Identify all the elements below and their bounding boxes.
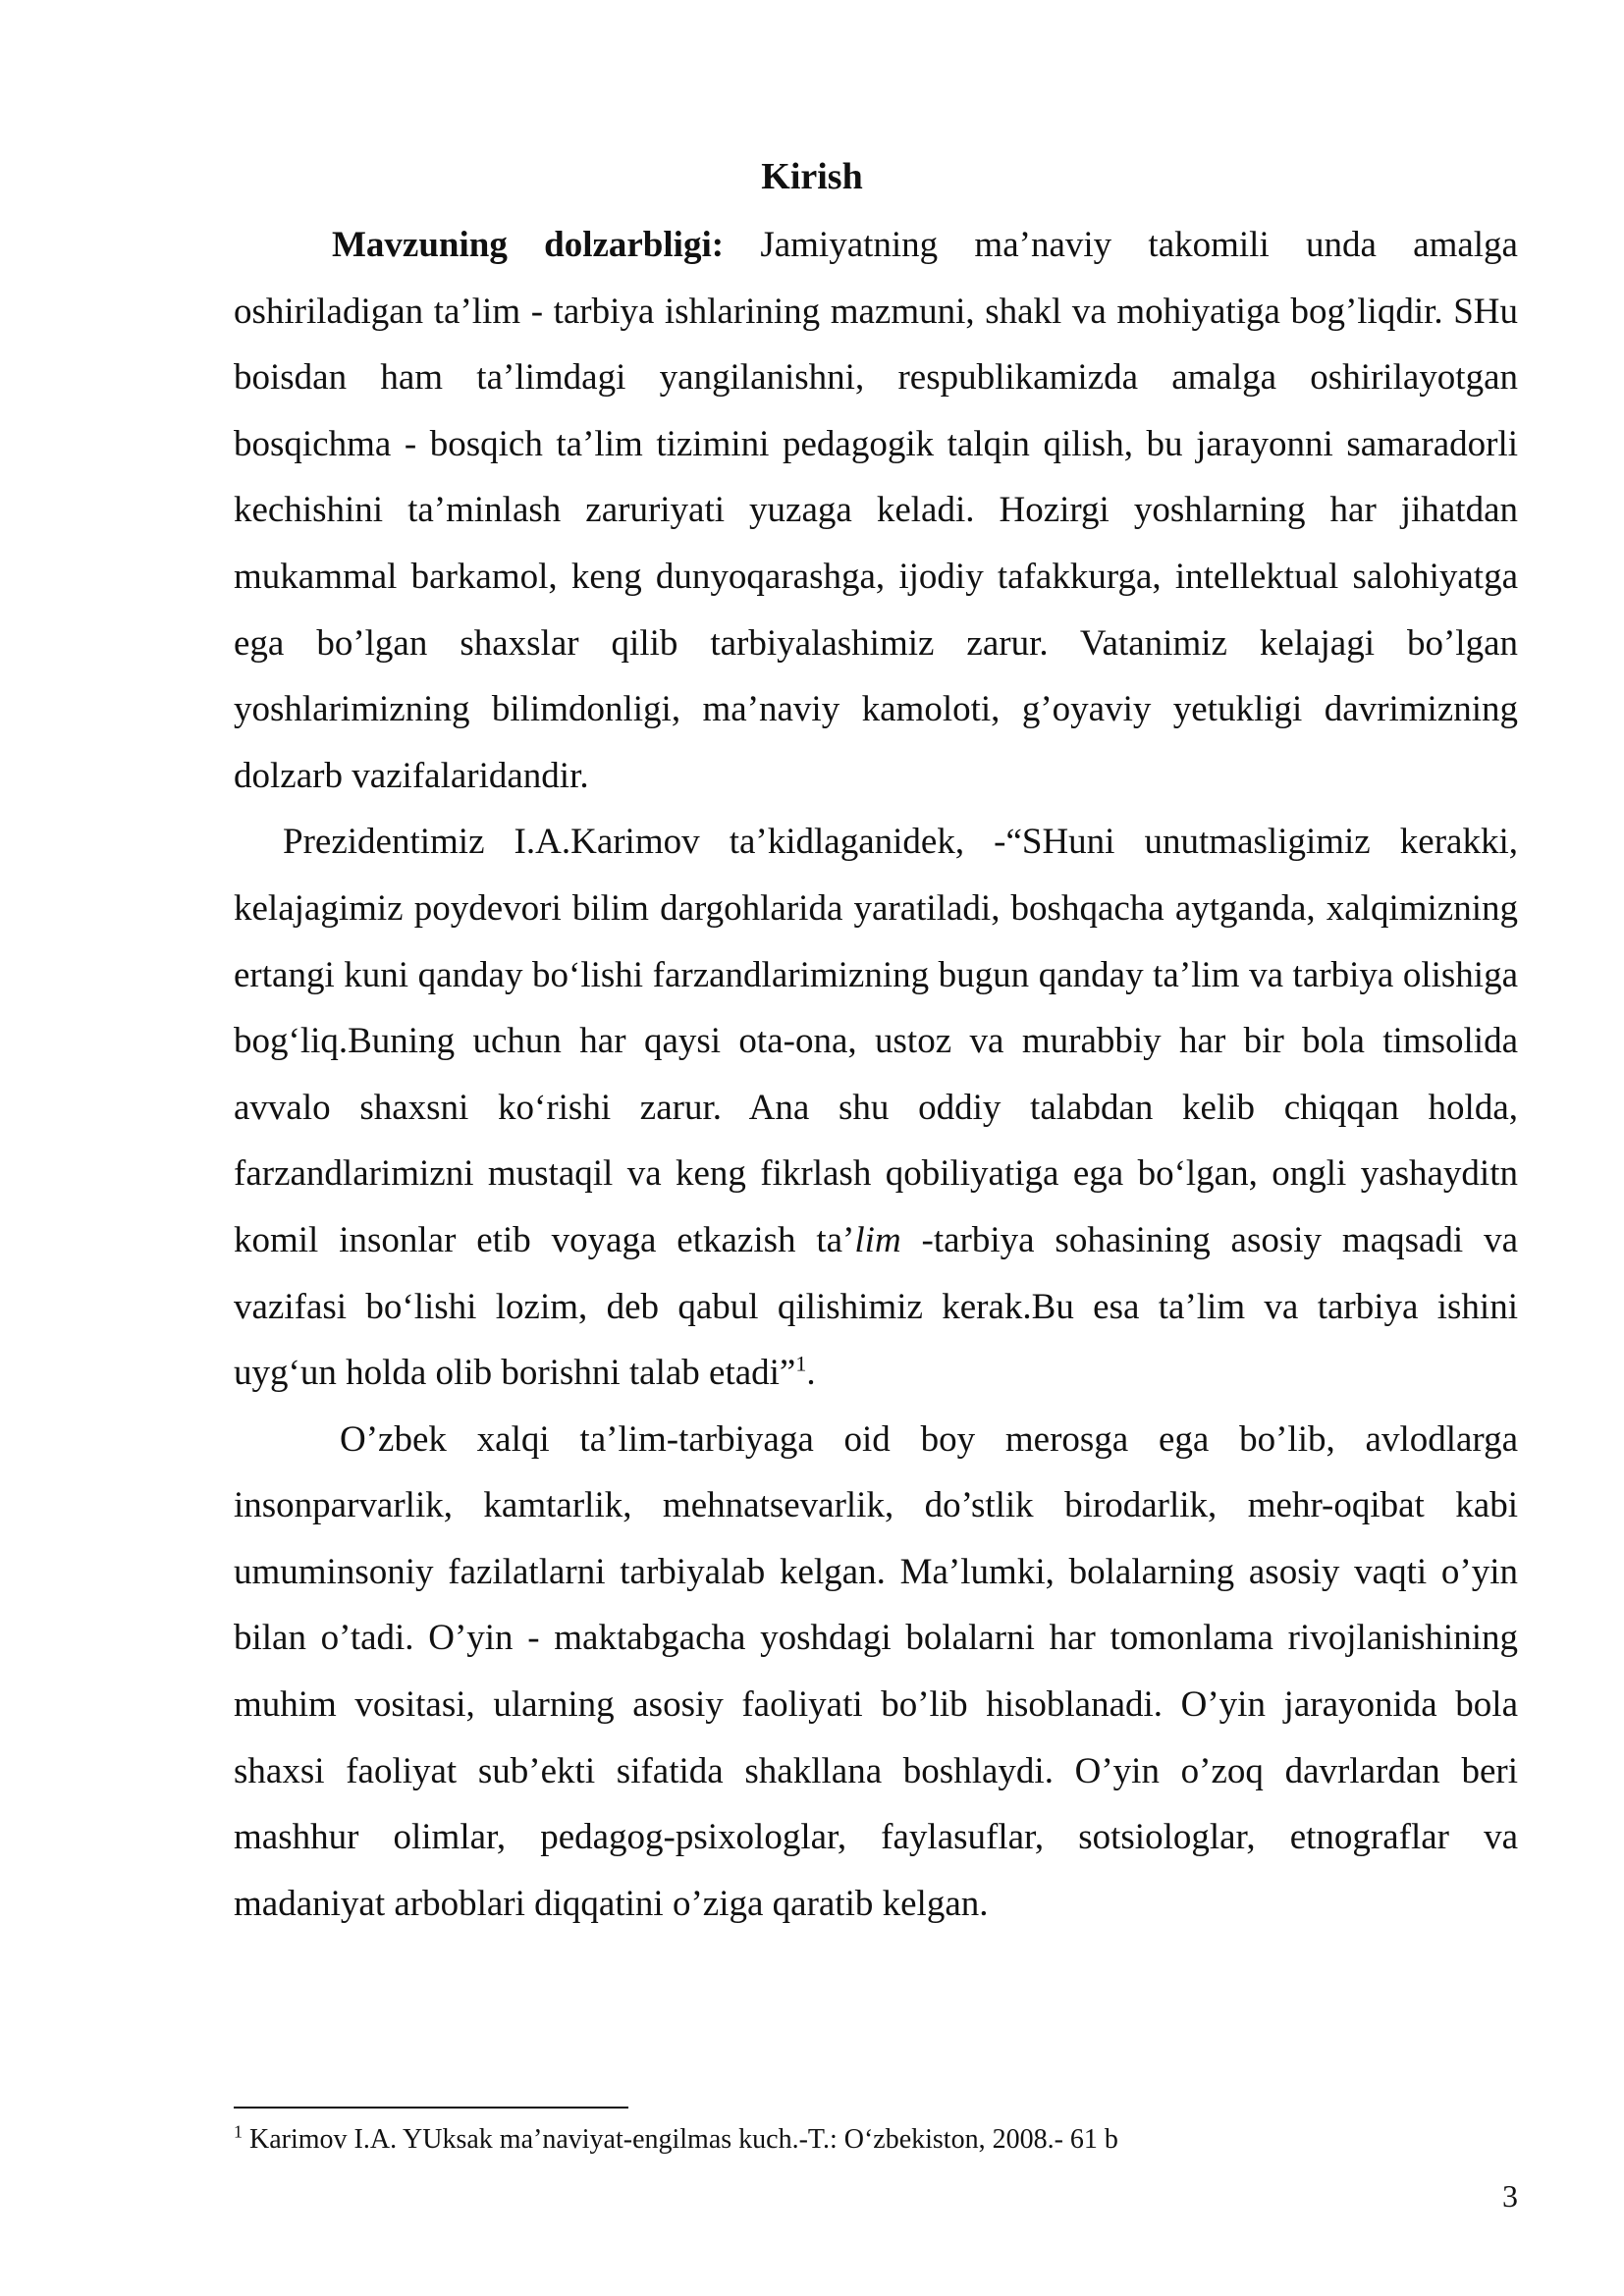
page-title: Kirish [761, 156, 863, 197]
paragraph-3 [234, 1407, 1518, 1938]
footnote-marker: 1 [234, 2121, 243, 2142]
footnote-divider [234, 2107, 628, 2109]
page-number: 3 [1502, 2178, 1518, 2214]
paragraph-2 [234, 809, 1518, 1406]
paragraph-2-italic: lim [854, 1219, 901, 1260]
paragraph-1 [234, 212, 1518, 809]
paragraph-2-text-b: -tarbiya sohasining asosiy maqsadi va vazifasi bo‘lishi lozim, deb qabul qilishimiz kerak.Bu esa ta’lim va tarbiya ishini uyg‘un holda olib borishni talab etadi” [234, 1219, 1518, 1394]
body-text [234, 212, 1518, 1937]
paragraph-2-text-a: Prezidentimiz I.A.Karimov ta’kidlaganidek, -“SHuni unutmasligimiz kerakki, kelajagimiz poydevori bilim dargohlarida yaratiladi, boshqacha aytganda, xalqimizning ertangi kuni qanday bo‘lishi farzandlarimizning bugun qanday ta’lim va tarbiya olishiga bog‘liq.Buning uchun har qaysi ota-ona, ustoz va murabbiy har bir bola timsolida avvalo shaxsni ko‘rishi zarur. Ana shu oddiy talabdan kelib chiqqan holda, farzandlarimizni mustaqil va keng fikrlash qobiliyatiga ega bo‘lgan, ongli yashayditn komil insonlar etib voyaga etkazish ta’ [234, 822, 1518, 1260]
footnote-text: Karimov I.A. YUksak ma’naviyat-engilmas kuch.-T.: O‘zbekiston, 2008.- 61 b [243, 2124, 1118, 2155]
paragraph-3-text: O’zbek xalqi ta’lim-tarbiyaga oid boy merosga ega bo’lib, avlodlarga insonparvarlik, kamtarlik, mehnatsevarlik, do’stlik birodarlik, mehr-oqibat kabi umuminsoniy fazilatlarni tarbiyalab kelgan. Ma’lumki, bolalarning asosiy vaqti o’yin bilan o’tadi. O’yin - maktabgacha yoshdagi bolalarni har tomonlama rivojlanishining muhim vositasi, ularning asosiy faoliyati bo’lib hisoblanadi. O’yin jarayonida bola shaxsi faoliyat sub’ekti sifatida shakllana boshlaydi. O’yin o’zoq davrlardan beri mashhur olimlar, pedagog-psixologlar, faylasuflar, sotsiologlar, etnograflar va madaniyat arboblari diqqatini o’ziga qaratib kelgan. [234, 1418, 1518, 1924]
footnote [234, 2120, 1518, 2160]
footnote-reference[interactable]: 1 [795, 1351, 807, 1376]
paragraph-1-text: Jamiyatning ma’naviy takomili unda amalga oshiriladigan ta’lim - tarbiya ishlarining mazmuni, shakl va mohiyatiga bog’liqdir. SHu boisdan ham ta’limdagi yangilanishni, respublikamizda amalga oshirilayotgan bosqichma - bosqich ta’lim tizimini pedagogik talqin qilish, bu jarayonni samaradorli kechishini ta’minlash zaruriyati yuzaga keladi. Hozirgi yoshlarning har jihatdan mukammal barkamol, keng dunyoqarashga, ijodiy tafakkurga, intellektual salohiyatga ega bo’lgan shaxslar qilib tarbiyalashimiz zarur. Vatanimiz kelajagi bo’lgan yoshlarimizning bilimdonligi, ma’naviy kamoloti, g’oyaviy yetukligi davrimizning dolzarb vazifalaridandir. [234, 225, 1518, 796]
paragraph-1-lead: Mavzuning dolzarbligi: [332, 225, 725, 265]
paragraph-2-text-end: . [806, 1353, 816, 1394]
